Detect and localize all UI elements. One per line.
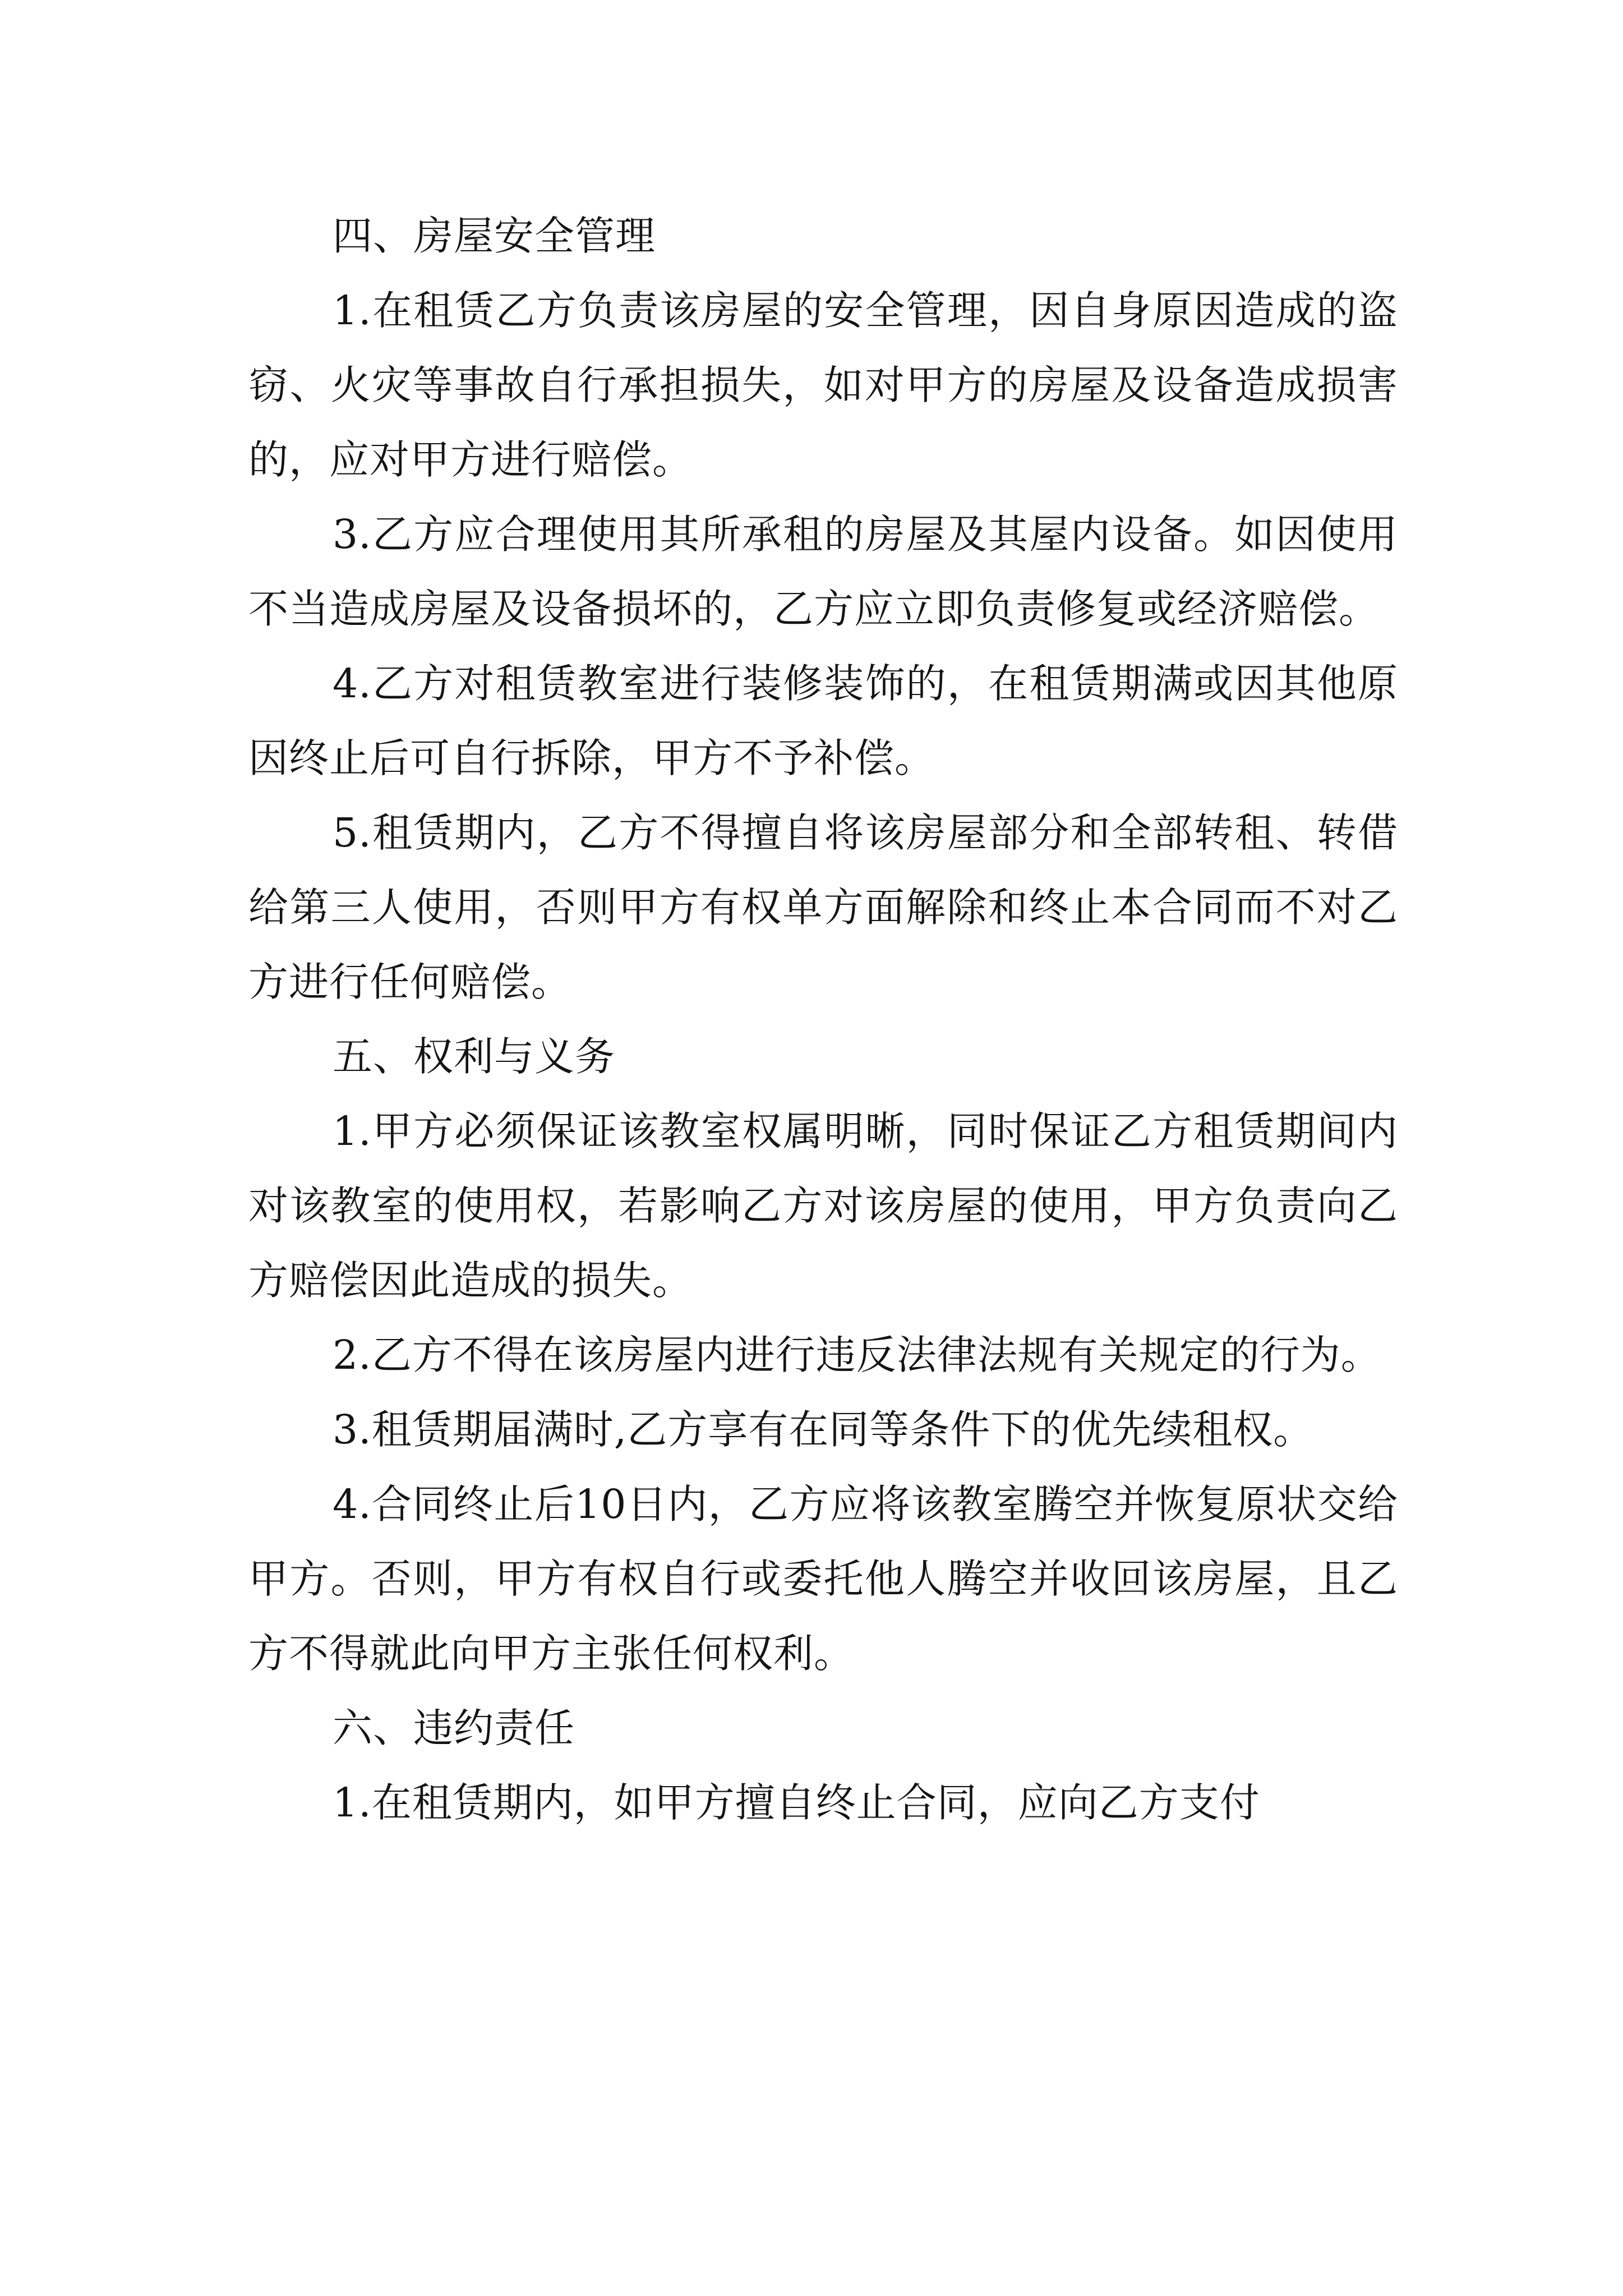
section-heading-safety: 四、房屋安全管理 (333, 213, 656, 259)
section-heading-liability: 六、违约责任 (333, 1705, 575, 1751)
paragraph-rights-1: 1.甲方必须保证该教室权属明晰，同时保证乙方租赁期间内对该教室的使用权，若影响乙方对该房屋的使用，甲方负责向乙方赔偿因此造成的损失。 (248, 1108, 1398, 1304)
paragraph-safety-4: 4.乙方对租赁教室进行装修装饰的，在租赁期满或因其他原因终止后可自行拆除，甲方不予补偿。 (248, 660, 1398, 781)
section-heading-rights: 五、权利与义务 (333, 1033, 616, 1080)
document-body (248, 199, 1398, 1840)
paragraph-safety-1: 1.在租赁乙方负责该房屋的安全管理，因自身原因造成的盗窃、火灾等事故自行承担损失，如对甲方的房屋及设备造成损害的，应对甲方进行赔偿。 (248, 287, 1398, 483)
paragraph-rights-2: 2.乙方不得在该房屋内进行违反法律法规有关规定的行为。 (333, 1332, 1381, 1378)
paragraph-safety-3: 3.乙方应合理使用其所承租的房屋及其屋内设备。如因使用不当造成房屋及设备损坏的，乙方应立即负责修复或经济赔偿。 (248, 511, 1398, 632)
paragraph-safety-5: 5.租赁期内，乙方不得擅自将该房屋部分和全部转租、转借给第三人使用，否则甲方有权单方面解除和终止本合同而不对乙方进行任何赔偿。 (248, 809, 1398, 1005)
paragraph-rights-3: 3.租赁期届满时,乙方享有在同等条件下的优先续租权。 (333, 1406, 1314, 1453)
paragraph-rights-4: 4.合同终止后10日内，乙方应将该教室腾空并恢复原状交给甲方。否则，甲方有权自行或委托他人腾空并收回该房屋，且乙方不得就此向甲方主张任何权利。 (248, 1481, 1398, 1677)
paragraph-liability-1: 1.在租赁期内，如甲方擅自终止合同，应向乙方支付 (333, 1779, 1260, 1826)
